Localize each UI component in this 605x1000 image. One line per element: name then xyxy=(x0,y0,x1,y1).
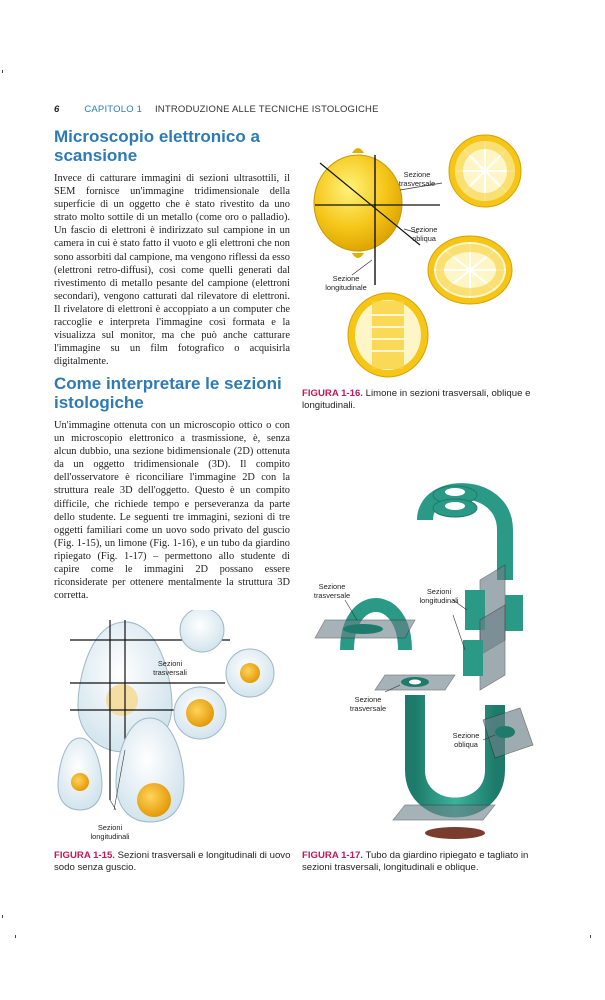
lemon-oblique-section xyxy=(428,236,512,304)
crop-mark xyxy=(2,70,3,73)
whole-lemon xyxy=(314,148,402,258)
figure-caption-1-16: FIGURA 1-16. Limone in sezioni trasversali, oblique e longitudinali. xyxy=(302,388,531,411)
hose-label-oblique: Sezione obliqua xyxy=(452,731,480,749)
figure-label-1-16: FIGURA 1-16. xyxy=(302,388,363,399)
crop-mark xyxy=(15,935,16,938)
egg-label-transverse: Sezioni trasversali xyxy=(153,659,187,677)
lemon-label-longitudinal: Sezione longitudinale xyxy=(325,274,367,292)
figure-label-1-15: FIGURA 1-15. xyxy=(54,850,115,861)
lemon-longitudinal-section xyxy=(348,293,428,377)
running-header xyxy=(54,104,379,115)
chapter-title: INTRODUZIONE ALLE TECNICHE ISTOLOGICHE xyxy=(154,104,379,115)
section-text-sem: Invece di catturare immagini di sezioni ultrasottili, il SEM fornisce un'immagine tridimensionale della superficie di un oggetto che è stato rivestito da uno strato molto sottile di un metallo (come oro o palladio). Un fascio di elettroni è indirizzato sul campione in un camera in cui è stato fatto il vuoto e gli elettroni che non sono assorbiti dal campione, ma vengono riflessi da esso (elettroni retro-diffusi), così come quelli generati dal rivestimento di metallo pesante del campione (elettroni secondari), vengono catturati dal rilevatore di elettroni. Il rivelatore di elettroni è accoppiato a un computer che raccoglie e interpreta l'immagine così formata e la visualizza sul monitor, ma che può anche catturare l'immagine su un film fotografico o acquisirla digitalmente. xyxy=(54,173,290,368)
lemon-label-transverse: Sezione trasversale xyxy=(398,170,436,188)
crop-mark xyxy=(2,915,3,918)
chapter-label: CAPITOLO 1 xyxy=(84,104,143,115)
lemon-label-oblique: Sezione obliqua xyxy=(410,225,438,243)
lemon-figure xyxy=(300,125,550,387)
hose-longitudinal-section xyxy=(463,565,523,690)
crop-mark xyxy=(590,935,591,938)
figure-caption-1-15: FIGURA 1-15. Sezioni trasversali e longitudinali di uovo sodo senza guscio. xyxy=(54,850,291,873)
figure-label-1-17: FIGURA 1-17. xyxy=(302,850,363,861)
section-heading-sem: Microscopio elettronico a scansione xyxy=(54,127,260,165)
figure-caption-1-17: FIGURA 1-17. Tubo da giardino ripiegato e tagliato in sezioni trasversali, longitudinali e oblique. xyxy=(302,850,529,873)
egg-label-longitudinal: Sezioni longitudinali xyxy=(90,823,130,841)
hose-label-longitudinal: Sezioni longitudinali xyxy=(419,587,459,605)
hose-top-section xyxy=(433,486,477,517)
section-heading-interpretation: Come interpretare le sezioni istologiche xyxy=(54,374,282,412)
hose-label-transverse-mid: Sezione trasversale xyxy=(349,695,387,713)
hose-figure xyxy=(305,470,545,845)
egg-figure xyxy=(50,610,290,842)
section-text-interpretation: Un'immagine ottenuta con un microscopio ottico o con un microscopio elettronico a trasmissione, è, senza alcun dubbio, una sezione bidimensionale (2D) ottenuta da un oggetto tridimensionale (3D). Il compito dell'osservatore è riconciliare l'immagine 2D con la struttura reale 3D dell'oggetto. Questo è un compito difficile, che richiede tempo e perseveranza da parte dello studente. Le seguenti tre immagini, sezioni di tre oggetti familiari come un uovo sodo privato del guscio (Fig. 1-15), un limone (Fig. 1-16), e un tubo da giardino ripiegato (Fig. 1-17) – permettono allo studente di capire come le immagini 2D possano essere riconsiderate per ottenere mentalmente la struttura 3D corretta. xyxy=(54,420,290,602)
page-number: 6 xyxy=(54,104,60,115)
lemon-transverse-section xyxy=(449,135,521,207)
hose-label-transverse-top: Sezione trasversale xyxy=(313,582,351,600)
